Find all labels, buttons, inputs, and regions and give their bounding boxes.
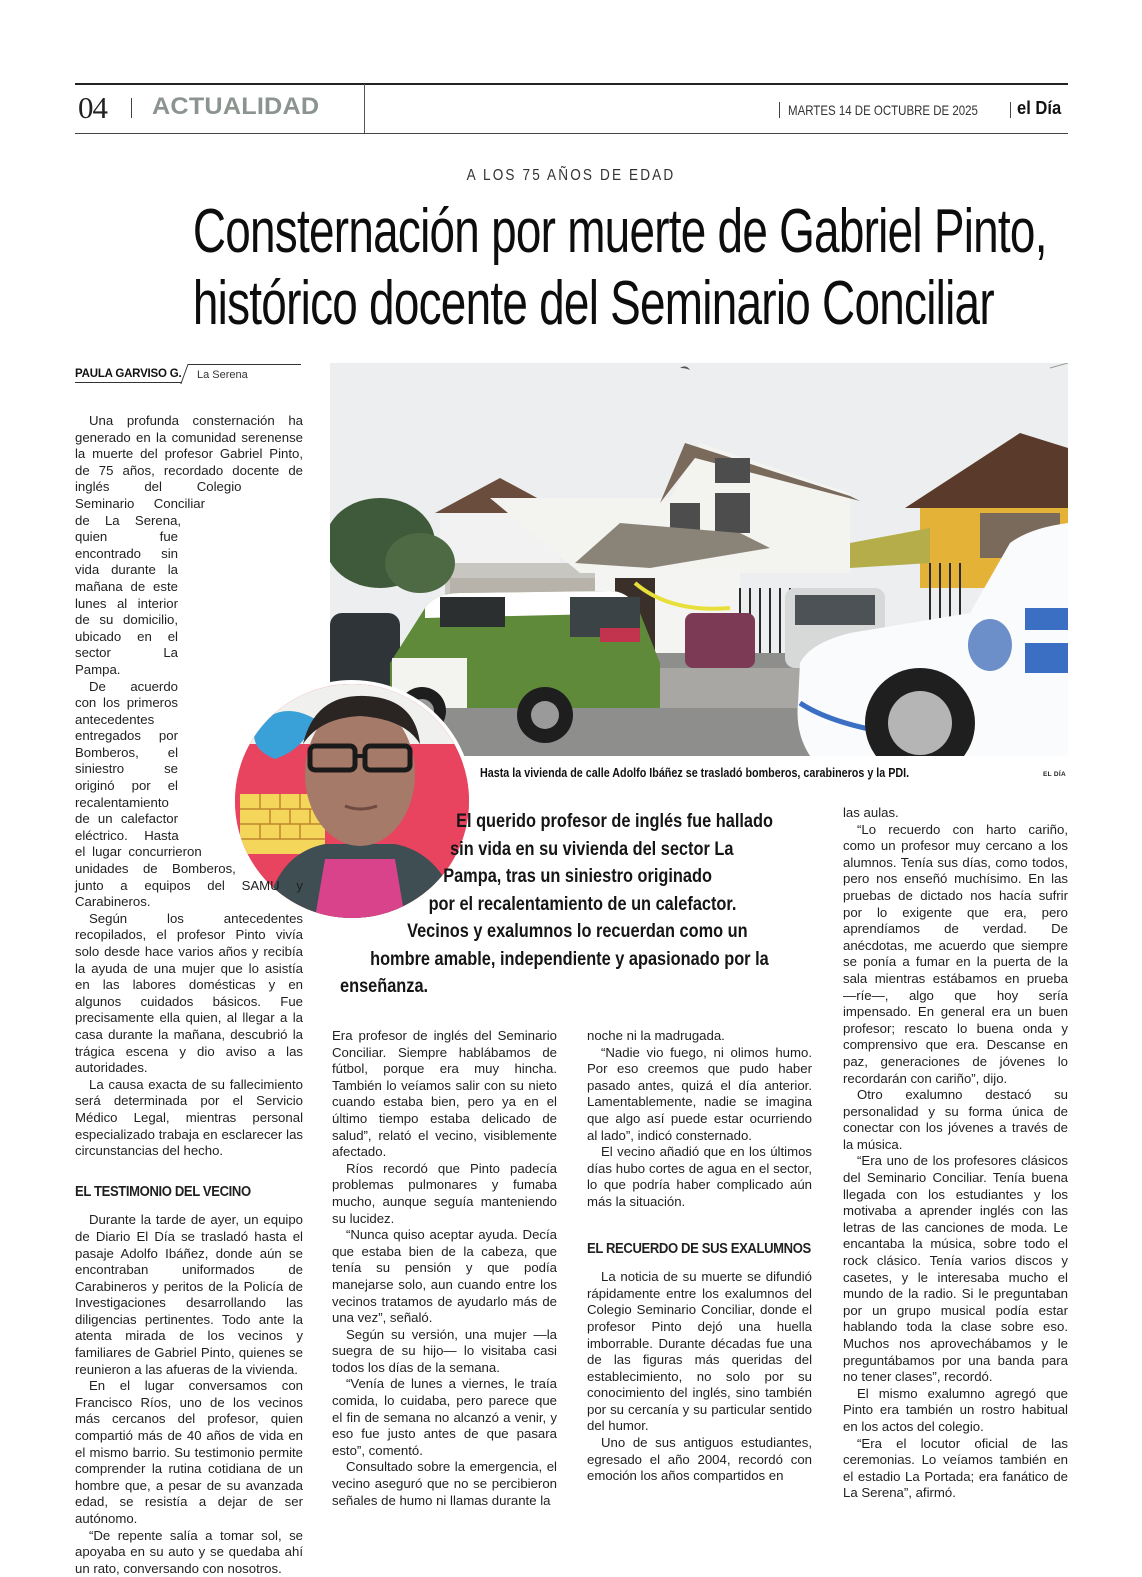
paragraph: Consultado sobre la emergencia, el vecino aseguró que no se percibieron señales de humo ni llamas durante la xyxy=(332,1459,557,1508)
kicker: A LOS 75 AÑOS DE EDAD xyxy=(466,167,676,184)
article-column-1 xyxy=(75,413,303,1577)
paragraph: “Nunca quiso aceptar ayuda. Decía que estaba bien de la cabeza, que tenía su pensión y que podía manejarse solo, aun cuando entre los vecinos tratamos de ayudarlo más de una vez”, señaló. xyxy=(332,1227,557,1326)
paragraph: Uno de sus antiguos estudiantes, egresado el año 2004, recordó con emoción los años compartidos en xyxy=(587,1435,812,1484)
header-separator xyxy=(779,102,780,118)
pull-quote-line: hombre amable, independiente y apasionado por la xyxy=(370,948,769,970)
paragraph: El vecino añadió que en los últimos días hubo cortes de agua en el sector, lo que podría haber complicado aún más la situación. xyxy=(587,1144,812,1209)
paragraph: “Era el locutor oficial de las ceremonias. Lo veíamos también en el estadio La Portada; era fanático de La Serena”, afirmó. xyxy=(843,1435,1068,1501)
paragraph: Según su versión, una mujer —la suegra de su hijo— lo visitaba casi todos los días de la semana. xyxy=(332,1326,557,1375)
pull-quote-line: El querido profesor de inglés fue hallado xyxy=(456,811,773,832)
pull-quote-line: enseñanza. xyxy=(340,976,429,997)
paragraph: La causa exacta de su fallecimiento será determinada por el Servicio Médico Legal, mientras personal especializado trabaja en esclarecer las circunstancias del hecho. xyxy=(75,1076,303,1159)
article-column-4 xyxy=(843,805,1068,1502)
headline-line: histórico docente del Seminario Conciliar xyxy=(192,269,994,338)
main-photo xyxy=(330,363,1068,756)
headline xyxy=(60,196,1082,340)
pull-quote-line: Vecinos y exalumnos lo recuerdan como un xyxy=(407,921,748,942)
pull-quote-line: por el recalentamiento de un calefactor. xyxy=(428,893,737,915)
header-separator xyxy=(1010,102,1011,118)
photo-credit: EL DÍA xyxy=(1043,771,1066,778)
article-column-3 xyxy=(587,1028,812,1485)
header-separator xyxy=(131,98,132,118)
paragraph: El mismo exalumno agregó que Pinto era también un rostro habitual en los actos del colegio. xyxy=(843,1385,1068,1434)
paragraph: De acuerdo con los primeros antecedentes entregados por Bomberos, el siniestro se originó por el recalentamiento de un calefactor eléctrico. Hasta el lugar concurrieron unidades de Bomberos, junto a equipos del SAMU y Carabineros. xyxy=(75,678,303,910)
street-scene-image xyxy=(330,363,1068,756)
paragraph: Otro exalumno destacó su personalidad y su forma única de conectar con los jóvenes a través de la música. xyxy=(843,1087,1068,1152)
paragraph: Era profesor de inglés del Seminario Conciliar. Siempre hablábamos de fútbol, porque era muy hincha. También lo veíamos salir con su nieto cuando estaba bien, pero ya en el último tiempo estaba delicado de salud”, relató el vecino, visiblemente afectado. xyxy=(332,1028,557,1160)
paragraph: Durante la tarde de ayer, un equipo de Diario El Día se trasladó hasta el pasaje Adolfo Ibáñez, donde aún se encontraban uniformados de Carabineros y peritos de la Policía de Investigaciones desarrollando las diligencias pertinentes. Todo ante la atenta mirada de los vecinos y familiares de Gabriel Pinto, quienes se reunieron a las afueras de la vivienda. xyxy=(75,1212,303,1377)
paragraph: noche ni la madrugada. xyxy=(587,1028,725,1043)
headline-line: Consternación por muerte de Gabriel Pinto, xyxy=(192,197,1047,266)
dateline-place: La Serena xyxy=(197,369,248,381)
photo-caption: Hasta la vivienda de calle Adolfo Ibáñez se trasladó bomberos, carabineros y la PDI. xyxy=(480,766,910,780)
byline-rule xyxy=(75,382,182,383)
header-top-rule xyxy=(75,83,1068,85)
byline-rule xyxy=(188,364,301,365)
newspaper-logo: el Día xyxy=(1017,98,1062,118)
paragraph: “De repente salía a tomar sol, se apoyaba en su auto y se quedaba ahí un rato, conversando con nosotros. xyxy=(75,1527,303,1576)
paragraph: La noticia de su muerte se difundió rápidamente entre los exalumnos del Colegio Seminario Conciliar, donde el profesor Pinto dejó una huella imborrable. Durante décadas fue una de las figuras más queridas del establecimiento, no solo por su conocimiento del inglés, sino también por su cercanía y su particular sentido del humor. xyxy=(587,1269,812,1434)
paragraph: “Nadie vio fuego, ni olimos humo. Por eso creemos que pudo haber pasado antes, quizá el día anterior. Lamentablemente, nadie se imagina que algo así puede estar ocurriendo al lado”, indicó consternado. xyxy=(587,1044,812,1143)
page-number: 04 xyxy=(78,90,107,125)
subheading: EL RECUERDO DE SUS EXALUMNOS xyxy=(587,1240,811,1257)
article-column-2 xyxy=(332,1028,557,1509)
author: PAULA GARVISO G. xyxy=(75,368,182,380)
subheading: EL TESTIMONIO DEL VECINO xyxy=(75,1183,251,1200)
paragraph: “Venía de lunes a viernes, le traía comida, lo cuidaba, pero parece que el fin de semana no alcanzó a venir, y eso fue justo antes de que pasara esto”, comentó. xyxy=(332,1376,557,1458)
header-divider xyxy=(364,84,365,133)
paragraph: Según los antecedentes recopilados, el profesor Pinto vivía solo desde hace varios años y recibía la ayuda de una mujer que lo asistía en las labores domésticas y en algunos cuidados básicos. Fue precisamente ella quien, al llegar a la casa durante la mañana, descubrió la trágica escena y dio aviso a las autoridades. xyxy=(75,910,303,1076)
byline-slash xyxy=(180,364,188,384)
issue-date: MARTES 14 DE OCTUBRE DE 2025 xyxy=(788,102,978,118)
paragraph: “Lo recuerdo con harto cariño, como un profesor muy cercano a los alumnos. Tenía sus días, como todos, pero nos enseñó muchísimo. En las pruebas de dictado nos hacía sufrir por lo exigente que era, pero aprendíamos de verdad. De anécdotas, me acuerdo que siempre se ponía a fumar en la puerta de la sala mientras estábamos en prueba —ríe—, algo que hoy sería impensado. En general era un buen profesor; rescato lo buena onda y comprensivo que era. Descanse en paz, generaciones de jóvenes lo recordarán con cariño”, dijo. xyxy=(843,821,1068,1086)
pull-quote-line: sin vida en su vivienda del sector La xyxy=(450,838,734,860)
pull-quote-line: Pampa, tras un siniestro originado xyxy=(443,866,712,887)
pull-quote xyxy=(340,808,810,1001)
header-bottom-rule xyxy=(75,133,1068,134)
paragraph: En el lugar conversamos con Francisco Ríos, uno de los vecinos más cercanos del profesor, quien compartió más de 40 años de vida en el mismo barrio. Su testimonio permite comprender la rutina cotidiana de un hombre que, a pesar de su avanzada edad, se resistía a dejar de ser autónomo. xyxy=(75,1378,303,1526)
paragraph: “Era uno de los profesores clásicos del Seminario Conciliar. Tenía buena llegada con los estudiantes y los motivaba a aprender inglés con las letras de las canciones de moda. Le encantaba la música, sobre todo el rock clásico. Tenía varios discos y casetes, y le interesaba mucho el mundo de la radio. Si le preguntaban por un grupo musical podía estar hablando toda la clase sobre eso. Muchos nos aprovechábamos y le preguntábamos por una banda para no tener clases”, recordó. xyxy=(843,1153,1068,1385)
paragraph: Ríos recordó que Pinto padecía problemas pulmonares y fumaba mucho, aunque seguía manteniendo su lucidez. xyxy=(332,1160,557,1226)
paragraph: las aulas. xyxy=(843,805,899,820)
section-name: ACTUALIDAD xyxy=(152,93,320,120)
text-wrap-spacer xyxy=(178,671,303,946)
paragraph: Una profunda consternación ha generado en la comunidad serenense la muerte del profesor Gabriel Pinto, de 75 años, recordado docente de inglés del Colegio Seminario Conciliar de La Serena, quien fue encontrado sin vida durante la mañana de este lunes al interior de su domicilio, ubicado en el sector La Pampa. xyxy=(75,413,303,677)
